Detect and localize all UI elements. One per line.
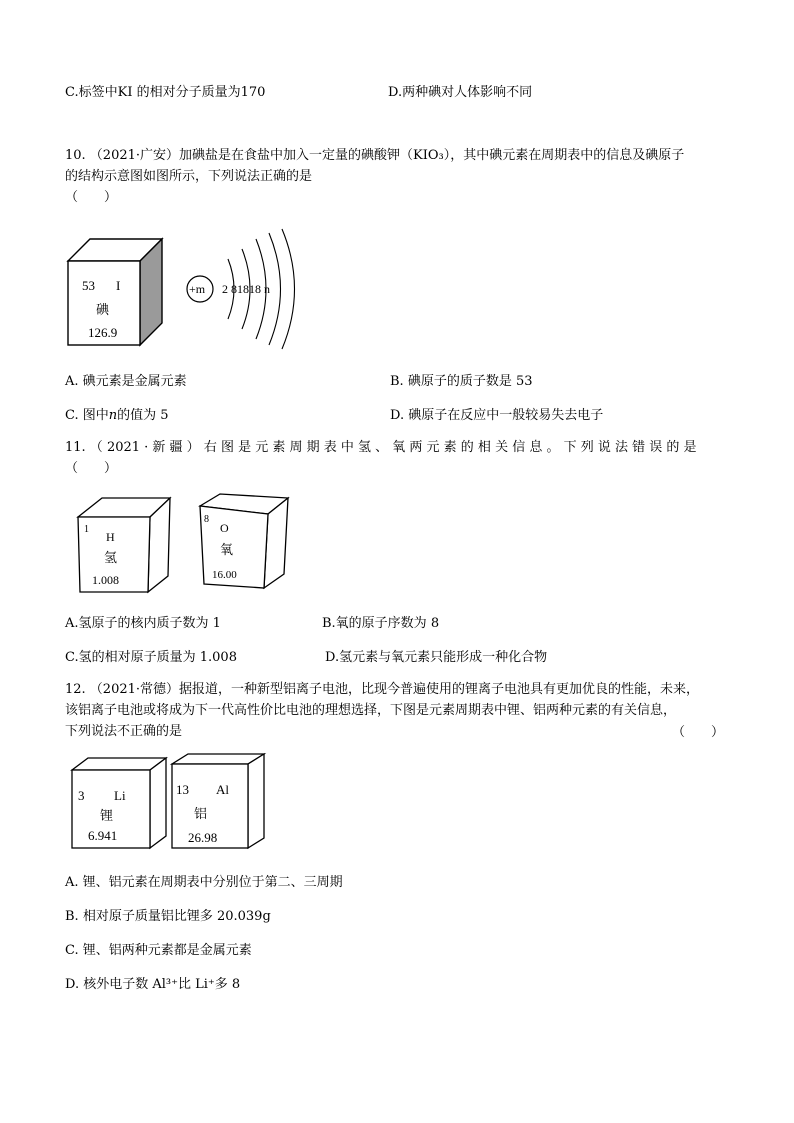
oxygen-symbol: O — [220, 521, 229, 535]
variable-n: n — [108, 408, 118, 423]
q11-option-b: B.氧的原子序数为 8 — [322, 616, 440, 631]
lithium-name: 锂 — [100, 808, 114, 823]
hydrogen-element-cube — [78, 498, 170, 592]
q10-figure — [60, 225, 300, 350]
iodine-mass: 126.9 — [88, 325, 118, 340]
hydrogen-symbol: H — [106, 530, 115, 544]
q10-line3: （ ） — [65, 190, 118, 205]
q12-option-d: D. 核外电子数 Al³⁺比 Li⁺多 8 — [65, 977, 241, 992]
q11-line1: 11. （ 2021 · 新 疆 ） 右 图 是 元 素 周 期 表 中 氢 、 氧 两 元 素 的 相 关 信 息 。 下 列 说 法 错 误 的 是 — [65, 440, 697, 455]
q12-answer-bracket: （ ） — [672, 725, 725, 740]
oxygen-name: 氧 — [220, 542, 234, 557]
q12-option-a: A. 锂、铝元素在周期表中分别位于第二、三周期 — [65, 875, 343, 890]
q11-option-d: D.氢元素与氧元素只能形成一种化合物 — [325, 650, 548, 665]
q11-option-a: A.氢原子的核内质子数为 1 — [65, 616, 221, 631]
nucleus-label: +m — [189, 282, 206, 296]
q12-line3: 下列说法不正确的是 — [65, 724, 183, 739]
q12-option-b: B. 相对原子质量铝比锂多 20.039g — [65, 909, 271, 924]
aluminum-number: 13 — [176, 782, 189, 797]
hydrogen-mass: 1.008 — [92, 573, 119, 587]
oxygen-number: 8 — [204, 514, 209, 525]
question-12-stem — [65, 679, 735, 742]
iodine-symbol: I — [116, 278, 121, 293]
lithium-symbol: Li — [114, 788, 126, 803]
question-11-stem — [65, 437, 735, 479]
q12-line1: 12. （2021·常德）据报道，一种新型铝离子电池，比现今普遍使用的锂离子电池具有更加优良的性能，未来， — [65, 682, 700, 697]
question-10-stem — [65, 145, 735, 208]
oxygen-element-cube — [200, 494, 288, 588]
hydrogen-name: 氢 — [104, 550, 118, 565]
q12-line2: 该铝离子电池或将成为下一代高性价比电池的理想选择，下图是元素周期表中锂、铝两种元素的有关信息， — [65, 703, 677, 718]
q11-figure — [70, 492, 300, 600]
iodine-element-cube — [68, 239, 162, 345]
aluminum-element-cube — [172, 754, 264, 848]
prev-option-c: C.标签中KI 的相对分子质量为170 — [65, 85, 266, 100]
iodine-name: 碘 — [96, 302, 110, 317]
q10-line1: 10. （2021·广安）加碘盐是在食盐中加入一定量的碘酸钾（KIO₃），其中碘元素在周期表中的信息及碘原子 — [65, 148, 685, 163]
aluminum-symbol: Al — [216, 782, 229, 797]
q10-option-b: B. 碘原子的质子数是 53 — [390, 374, 533, 389]
iodine-atom-structure — [187, 229, 295, 349]
q12-figure — [68, 752, 283, 854]
iodine-number: 53 — [82, 278, 95, 293]
lithium-number: 3 — [78, 788, 85, 803]
aluminum-name: 铝 — [194, 806, 208, 821]
lithium-mass: 6.941 — [88, 828, 118, 843]
q12-option-c: C. 锂、铝两种元素都是金属元素 — [65, 943, 252, 958]
q10-option-d: D. 碘原子在反应中一般较易失去电子 — [390, 408, 604, 423]
q11-option-c: C.氢的相对原子质量为 1.008 — [65, 650, 237, 665]
aluminum-mass: 26.98 — [188, 830, 218, 845]
q10-option-a: A. 碘元素是金属元素 — [65, 374, 187, 389]
hydrogen-number: 1 — [84, 524, 89, 535]
q10-line2: 的结构示意图如图所示，下列说法正确的是 — [65, 169, 313, 184]
q10-option-c: C. 图中n的值为 5 — [65, 408, 169, 423]
oxygen-mass: 16.00 — [212, 569, 237, 581]
prev-option-d: D.两种碘对人体影响不同 — [388, 85, 533, 100]
lithium-element-cube — [72, 758, 166, 848]
q11-line2: （ ） — [65, 461, 118, 476]
electron-shells: 2 81818 n — [222, 282, 270, 296]
